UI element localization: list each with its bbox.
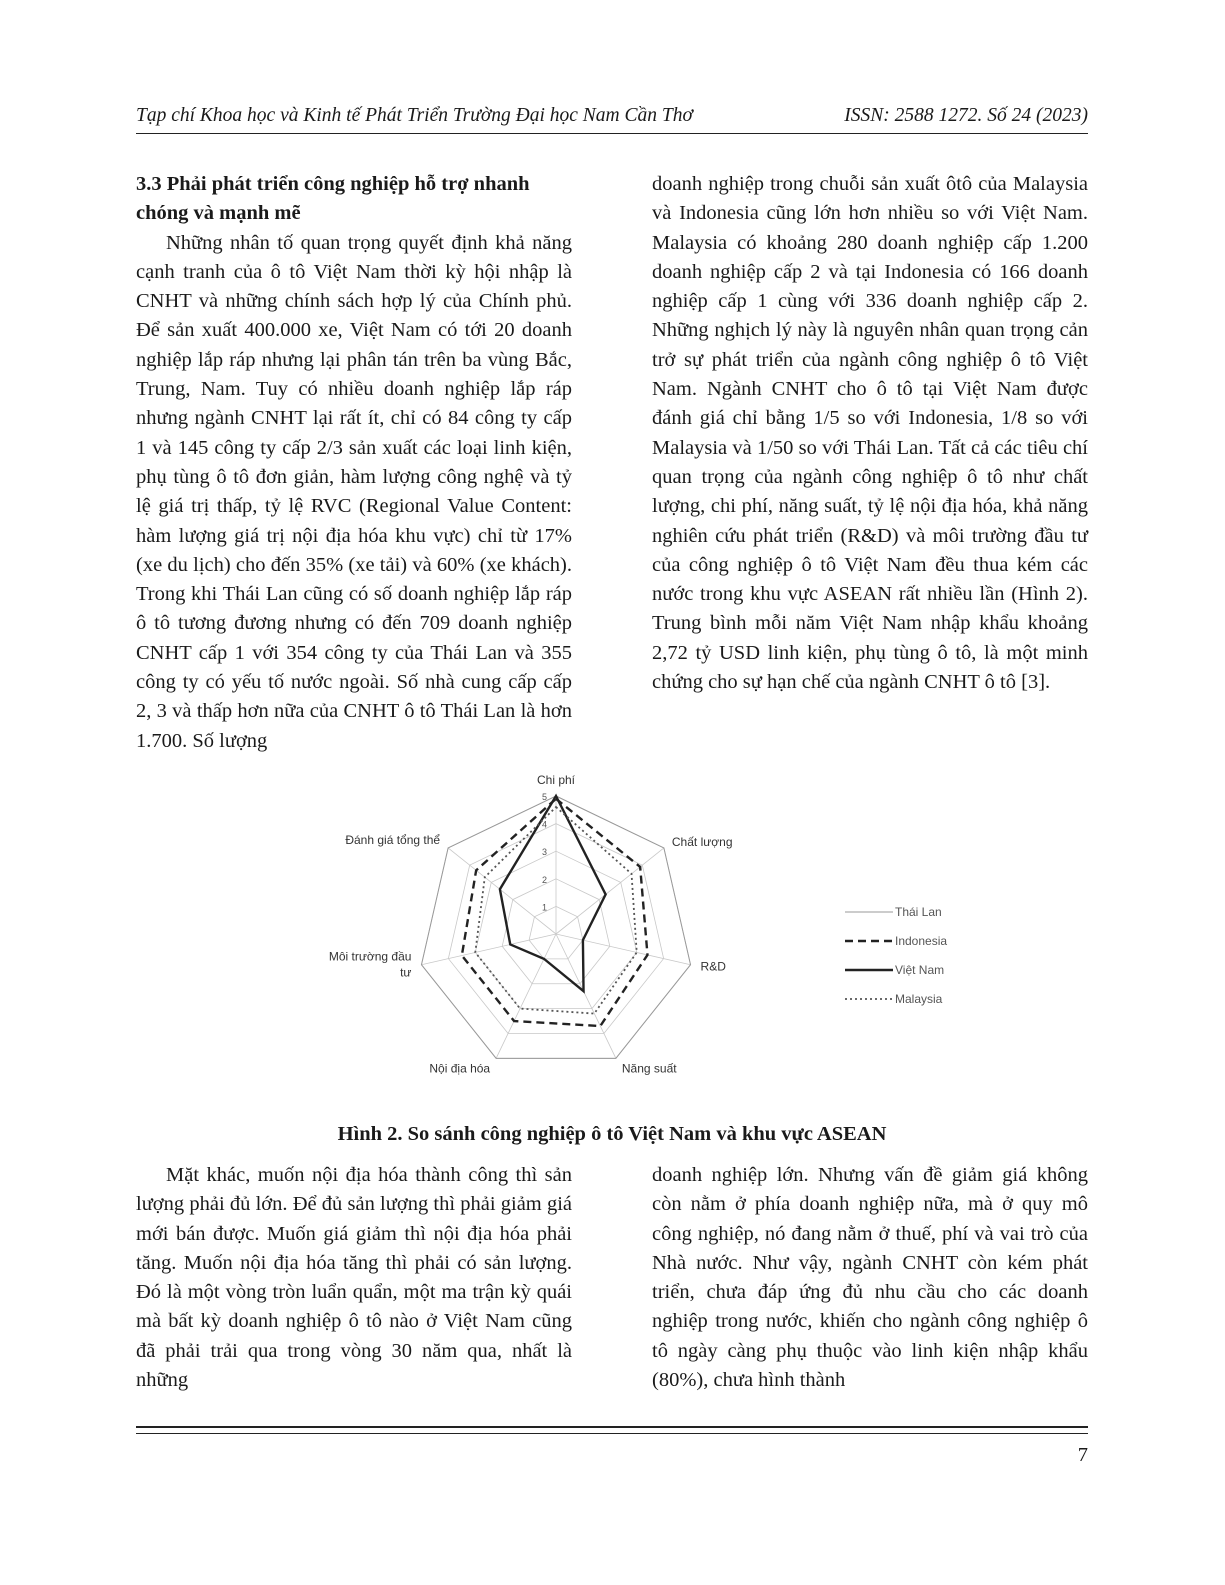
- legend-label: Việt Nam: [895, 963, 945, 977]
- axis-spoke: [421, 934, 556, 965]
- tick-label: 5: [542, 792, 548, 802]
- axis-label: Chất lượng: [671, 834, 733, 849]
- axis-spoke: [556, 848, 664, 934]
- section-heading: 3.3 Phải phát triển công nghiệp hỗ trợ nhanh chóng và mạnh mẽ: [136, 173, 530, 225]
- axis-spoke: [448, 848, 556, 934]
- paragraph-continued: doanh nghiệp trong chuỗi sản xuất ôtô của Malaysia và Indonesia cũng lớn hơn nhiều so với Việt Nam. Malaysia có khoảng 280 doanh nghiệp cấp 1.200 doanh nghiệp cấp 2 và tại Indonesia có 166 doanh nghiệp cấp 1 cùng với 336 doanh nghiệp cấp 2. Những nghịch lý này là nguyên nhân quan trọng cản trở sự phát triển của ngành công nghiệp ô tô Việt Nam. Ngành CNHT cho ô tô tại Việt Nam được đánh giá chỉ bằng 1/5 so với Indonesia, 1/8 so với Malaysia và 1/50 so với Thái Lan. Tất cả các tiêu chí quan trọng của ngành công nghiệp ô tô như chất lượng, chi phí, năng suất, tỷ lệ nội địa hóa, khả năng nghiên cứu phát triển (R&D) và môi trường đầu tư của công nghiệp ô tô Việt Nam đều thua kém các nước trong khu vực ASEAN rất nhiều lần (Hình 2). Trung bình mỗi năm Việt Nam nhập khẩu khoảng 2,72 tỷ USD linh kiện, phụ tùng ô tô, là một minh chứng cho sự hạn chế của ngành CNHT ô tô [3].: [652, 173, 1088, 694]
- axis-label: Đánh giá tổng thể: [345, 832, 441, 847]
- column-right-top: [652, 170, 1088, 697]
- axis-label: R&D: [700, 959, 726, 974]
- column-left-top: [136, 170, 572, 756]
- page-number: 7: [1077, 1444, 1088, 1466]
- header-rule: [136, 133, 1088, 134]
- axis-label: tư: [400, 965, 412, 980]
- issn-issue: ISSN: 2588 1272. Số 24 (2023): [844, 105, 1088, 126]
- figure-caption: Hình 2. So sánh công nghiệp ô tô Việt Nam và khu vực ASEAN: [337, 1123, 887, 1145]
- paragraph: Những nhân tố quan trọng quyết định khả năng cạnh tranh của ô tô Việt Nam thời kỳ hội nhập là CNHT và những chính sách hợp lý của Chính phủ. Để sản xuất 400.000 xe, Việt Nam có tới 20 doanh nghiệp lắp ráp nhưng lại phân tán trên ba vùng Bắc, Trung, Nam. Tuy có nhiều doanh nghiệp lắp ráp nhưng ngành CNHT lại rất ít, chỉ có 84 công ty cấp 1 và 145 công ty cấp 2/3 sản xuất các loại linh kiện, phụ tùng ô tô đơn giản, hàm lượng công nghệ và tỷ lệ giá trị thấp, tỷ lệ RVC (Regional Value Content: hàm lượng giá trị nội địa hóa khu vực) chỉ từ 17% (xe du lịch) cho đến 35% (xe tải) và 60% (xe khách). Trong khi Thái Lan cũng có số doanh nghiệp lắp ráp ô tô tương đương nhưng có đến 709 doanh nghiệp CNHT cấp 1 với 354 công ty của Thái Lan và 355 công ty có yếu tố nước ngoài. Số nhà cung cấp cấp 2, 3 và thấp hơn nữa của CNHT ô tô Thái Lan là hơn 1.700. Số lượng: [136, 231, 572, 752]
- series-line-1: [462, 799, 648, 1026]
- footer-rule: [136, 1426, 1088, 1428]
- tick-label: 4: [542, 819, 548, 830]
- radar-chart-figure: [280, 773, 980, 1104]
- legend-label: Malaysia: [895, 992, 943, 1006]
- tick-label: 2: [542, 874, 548, 885]
- footer-rule-thin: [136, 1433, 1088, 1434]
- column-right-bottom: [652, 1161, 1088, 1395]
- axis-spoke: [496, 934, 556, 1058]
- axis-spoke: [556, 934, 691, 965]
- tick-label: 1: [542, 902, 548, 913]
- journal-title: Tạp chí Khoa học và Kinh tế Phát Triển Trường Đại học Nam Cần Thơ: [136, 105, 693, 126]
- axis-label: Môi trường đầu: [328, 949, 412, 964]
- running-header: [136, 103, 1088, 129]
- paragraph: Mặt khác, muốn nội địa hóa thành công thì sản lượng phải đủ lớn. Để đủ sản lượng thì phải giảm giá mới bán được. Muốn giá giảm thì nội địa hóa phải tăng. Muốn nội địa hóa tăng thì phải có sản lượng. Đó là một vòng tròn luẩn quẩn, một ma trận kỳ quái mà bất kỳ doanh nghiệp ô tô nào ở Việt Nam cũng đã phải trải qua trong vòng 30 năm qua, nhất là những: [136, 1164, 572, 1392]
- paragraph-continued: doanh nghiệp lớn. Nhưng vấn đề giảm giá không còn nằm ở phía doanh nghiệp nữa, mà ở quy mô công nghiệp, nó đang nằm ở thuế, phí và vai trò của Nhà nước. Như vậy, ngành CNHT còn kém phát triển, chưa đáp ứng đủ nhu cầu cho các doanh nghiệp trong nước, khiến cho ngành công nghiệp ô tô ngày càng phụ thuộc vào linh kiện nhập khẩu (80%), chưa hình thành: [652, 1164, 1088, 1392]
- axis-label: Năng suất: [621, 1061, 677, 1076]
- column-left-bottom: [136, 1161, 572, 1395]
- axis-spoke: [556, 934, 616, 1058]
- axis-label: Nội địa hóa: [429, 1061, 491, 1076]
- legend-label: Thái Lan: [895, 905, 942, 919]
- axis-label: Chi phí: [536, 773, 576, 787]
- legend-label: Indonesia: [895, 934, 948, 948]
- tick-label: 3: [542, 847, 548, 858]
- radar-chart: [280, 773, 980, 1104]
